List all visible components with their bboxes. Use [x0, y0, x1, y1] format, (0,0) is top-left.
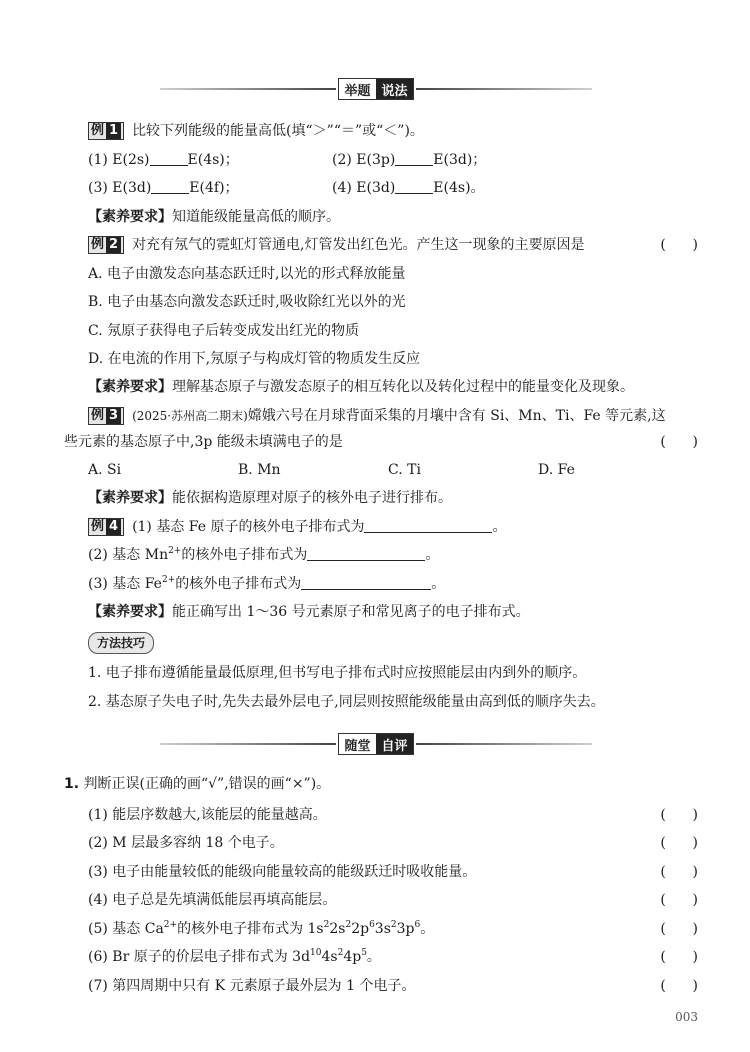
header-rule-right	[416, 88, 592, 90]
example-2-stem: 例 2 对充有氖气的霓虹灯管通电,灯管发出红色光。产生这一现象的主要原因是	[88, 235, 585, 255]
answer-paren: ( )	[660, 864, 698, 880]
header-rule-right	[416, 743, 592, 745]
answer-blank[interactable]	[364, 518, 492, 533]
e3-option-a: A. Si	[88, 462, 122, 478]
example-3-stem: 例 3 (2025·苏州高二期末)嫦娥六号在月球背面采集的月壤中含有 Si、Mn、Ti、Fe 等元素,这	[88, 406, 666, 426]
method-tip-1: 1. 电子排布遵循能量最低原理,但书写电子排布式时应按照能层由内到外的顺序。	[88, 665, 587, 681]
section-header-example	[160, 78, 592, 100]
e2-option-c: C. 氖原子获得电子后转变成发出红光的物质	[88, 323, 360, 339]
example-4-q2: (2) 基态 $Mn^{2+}$的核外电子排布式为 。	[88, 546, 440, 563]
e1-requirement: 【素养要求】知道能级能量高低的顺序。	[88, 209, 340, 225]
section-header-self-assess	[160, 733, 592, 755]
answer-paren: ( )	[660, 807, 698, 823]
method-tip-2: 2. 基态原子失电子时,先失去最外层电子,同层则按照能级能量由高到低的顺序失去。	[88, 694, 605, 710]
answer-paren: ( )	[660, 237, 698, 253]
q1-item-1: (1) 能层序数越大,该能层的能量越高。	[88, 807, 327, 823]
e4-requirement: 【素养要求】能正确写出 1～36 号元素原子和常见离子的电子排布式。	[88, 604, 530, 620]
e2-option-a: A. 电子由激发态向基态跃迁时,以光的形式释放能量	[88, 266, 406, 282]
example-4-tag: 例 4	[88, 518, 124, 536]
question-1-stem: 1. 判断正误(正确的画“√”,错误的画“×”)。	[64, 776, 331, 792]
example-3-stem-cont: 些元素的基态原子中,3p 能级未填满电子的是	[64, 434, 343, 450]
e1-item-1: (1) E(2s) E(4s)；	[88, 152, 239, 168]
example-3-tag: 例 3	[88, 407, 124, 425]
header-rule-left	[160, 743, 336, 745]
answer-paren: ( )	[660, 434, 698, 450]
page-number: 003	[675, 1010, 698, 1024]
q1-item-6: (6) Br 原子的价层电子排布式为 $3d^{10}4s^24p^5$。	[88, 948, 381, 965]
q1-item-3: (3) 电子由能量较低的能级向能量较高的能级跃迁时吸收能量。	[88, 864, 477, 880]
e3-option-b: B. Mn	[238, 462, 281, 478]
section-title: 举题 说法	[338, 78, 414, 100]
e3-option-c: C. Ti	[388, 462, 421, 478]
example-1-stem: 例 1 比较下列能级的能量高低(填“＞”“＝”或“＜”)。	[88, 121, 424, 141]
q1-item-2: (2) M 层最多容纳 18 个电子。	[88, 835, 284, 851]
answer-paren: ( )	[660, 978, 698, 994]
answer-paren: ( )	[660, 949, 698, 965]
q1-item-5: (5) 基态 $Ca^{2+}$的核外电子排布式为 $1s^22s^22p^63s^23p^6$。	[88, 920, 435, 937]
e1-item-4: (4) E(3d) E(4s)。	[332, 180, 485, 196]
answer-blank[interactable]	[301, 575, 431, 590]
e3-requirement: 【素养要求】能依据构造原理对原子的核外电子进行排布。	[88, 490, 452, 506]
section-title: 随堂 自评	[338, 733, 414, 755]
example-1-tag: 例 1	[88, 122, 124, 140]
e1-item-3: (3) E(3d) E(4f)；	[88, 180, 239, 196]
example-4-q1: 例 4 (1) 基态 Fe 原子的核外电子排布式为 。	[88, 517, 506, 537]
e3-option-d: D. Fe	[538, 462, 575, 478]
answer-paren: ( )	[660, 892, 698, 908]
example-4-q3: (3) 基态 $Fe^{2+}$的核外电子排布式为 。	[88, 575, 446, 592]
q1-item-7: (7) 第四周期中只有 K 元素原子最外层为 1 个电子。	[88, 978, 416, 994]
e2-option-d: D. 在电流的作用下,氖原子与构成灯管的物质发生反应	[88, 351, 421, 367]
answer-blank[interactable]	[307, 546, 425, 561]
e1-item-2: (2) E(3p) E(3d)；	[332, 152, 487, 168]
example-2-tag: 例 2	[88, 236, 124, 254]
answer-paren: ( )	[660, 835, 698, 851]
header-rule-left	[160, 88, 336, 90]
method-tips-badge: 方法技巧	[88, 632, 154, 654]
answer-paren: ( )	[660, 921, 698, 937]
e2-option-b: B. 电子由基态向激发态跃迁时,吸收除红光以外的光	[88, 294, 406, 310]
q1-item-4: (4) 电子总是先填满低能层再填高能层。	[88, 892, 337, 908]
e2-requirement: 【素养要求】理解基态原子与激发态原子的相互转化以及转化过程中的能量变化及现象。	[88, 379, 634, 395]
